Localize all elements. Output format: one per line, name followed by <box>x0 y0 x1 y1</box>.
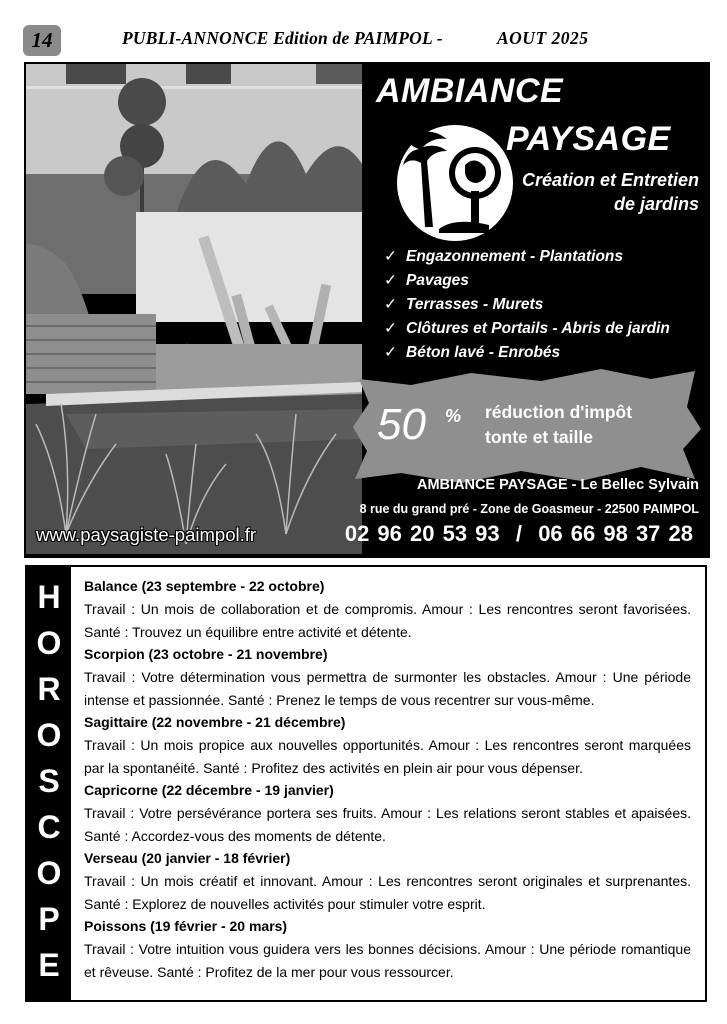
palm-tree-tree-logo-icon <box>389 117 517 245</box>
sign-entry <box>84 575 691 643</box>
page-number: 14 <box>23 25 61 56</box>
horoscope-letter: P <box>38 901 60 937</box>
service-label: Terrasses - Murets <box>406 296 544 313</box>
publication-title: PUBLI-ANNONCE Edition de PAIMPOL - <box>122 28 443 48</box>
sign-title: Balance (23 septembre - 22 octobre) <box>84 578 325 594</box>
sign-title: Verseau (20 janvier - 18 février) <box>84 850 291 866</box>
promo-percent-symbol: % <box>445 406 462 426</box>
horoscope-letter: O <box>36 625 62 661</box>
horoscope-letter: O <box>36 855 62 891</box>
horoscope-letter: E <box>38 947 60 983</box>
horoscope-letter: S <box>38 763 60 799</box>
sign-entry <box>84 779 691 847</box>
sign-text: Travail : Votre détermination vous permettra de surmonter les obstacles. Amour : Une période intense et passionnée. Santé : Prenez le temps de vous recentrer sur vous-même. <box>84 669 691 708</box>
tagline-line2: de jardins <box>613 194 699 214</box>
sign-title: Sagittaire (22 novembre - 21 décembre) <box>84 714 346 730</box>
promo-text <box>485 400 632 450</box>
sign-entry <box>84 847 691 915</box>
service-item <box>384 317 670 341</box>
brand-name-line1: AMBIANCE <box>376 72 564 110</box>
service-item <box>384 269 670 293</box>
service-label: Béton lavé - Enrobés <box>406 344 561 361</box>
publication-date: AOUT 2025 <box>497 28 589 48</box>
check-icon: ✓ <box>384 248 397 265</box>
sign-text: Travail : Votre persévérance portera ses fruits. Amour : Les relations seront stables et apaisées. Santé : Accordez-vous des moments de détente. <box>84 805 691 844</box>
contact-phones: 02 96 20 53 93 / 06 66 98 37 28 <box>344 521 693 546</box>
check-icon: ✓ <box>384 344 397 361</box>
horoscope-section <box>25 565 707 1002</box>
promo-percent: 50 <box>377 400 426 449</box>
sign-text: Travail : Votre intuition vous guidera vers les bonnes décisions. Amour : Une période romantique et rêveuse. Santé : Profitez de la mer pour vous ressourcer. <box>84 941 691 980</box>
check-icon: ✓ <box>384 296 397 313</box>
horoscope-letter: C <box>37 809 61 845</box>
contact-address: 8 rue du grand pré - Zone de Goasmeur - 22500 PAIMPOL <box>359 502 699 516</box>
service-item <box>384 293 670 317</box>
service-label: Clôtures et Portails - Abris de jardin <box>406 320 670 337</box>
brand-name-line2: PAYSAGE <box>506 120 671 158</box>
sign-entry <box>84 643 691 711</box>
sign-entry <box>84 915 691 983</box>
website-link[interactable]: www.paysagiste-paimpol.fr <box>36 524 257 545</box>
contact-name: AMBIANCE PAYSAGE - Le Bellec Sylvain <box>416 477 699 493</box>
check-icon: ✓ <box>384 320 397 337</box>
horoscope-signs <box>84 575 691 983</box>
horoscope-letter: H <box>37 579 61 615</box>
sign-title: Capricorne (22 décembre - 19 janvier) <box>84 782 334 798</box>
sign-text: Travail : Un mois créatif et innovant. Amour : Les rencontres seront originales et surprenantes. Santé : Explorez de nouvelles activités pour stimuler votre esprit. <box>84 873 691 912</box>
sign-title: Poissons (19 février - 20 mars) <box>84 918 288 934</box>
tagline <box>522 168 699 216</box>
promo-line1: réduction d'impôt <box>485 402 633 422</box>
advertisement <box>24 62 710 558</box>
check-icon: ✓ <box>384 272 397 289</box>
service-item <box>384 341 670 365</box>
horoscope-letter: O <box>36 717 62 753</box>
sign-text: Travail : Un mois de collaboration et de compromis. Amour : Les rencontres seront favorisées. Santé : Trouvez un équilibre entre activité et détente. <box>84 601 691 640</box>
sign-entry <box>84 711 691 779</box>
services-list <box>384 245 670 365</box>
sign-text: Travail : Un mois propice aux nouvelles opportunités. Amour : Les rencontres seront marquées par la spontanéité. Santé : Profitez des activités en plein air pour vous dépenser. <box>84 737 691 776</box>
sign-title: Scorpion (23 octobre - 21 novembre) <box>84 646 328 662</box>
tagline-line1: Création et Entretien <box>521 170 699 190</box>
horoscope-vertical-title <box>27 567 71 1000</box>
service-label: Pavages <box>406 272 469 289</box>
service-label: Engazonnement - Plantations <box>406 248 624 265</box>
garden-photo <box>26 64 362 554</box>
promo-line2: tonte et taille <box>485 427 593 447</box>
horoscope-letter: R <box>37 671 61 707</box>
service-item <box>384 245 670 269</box>
